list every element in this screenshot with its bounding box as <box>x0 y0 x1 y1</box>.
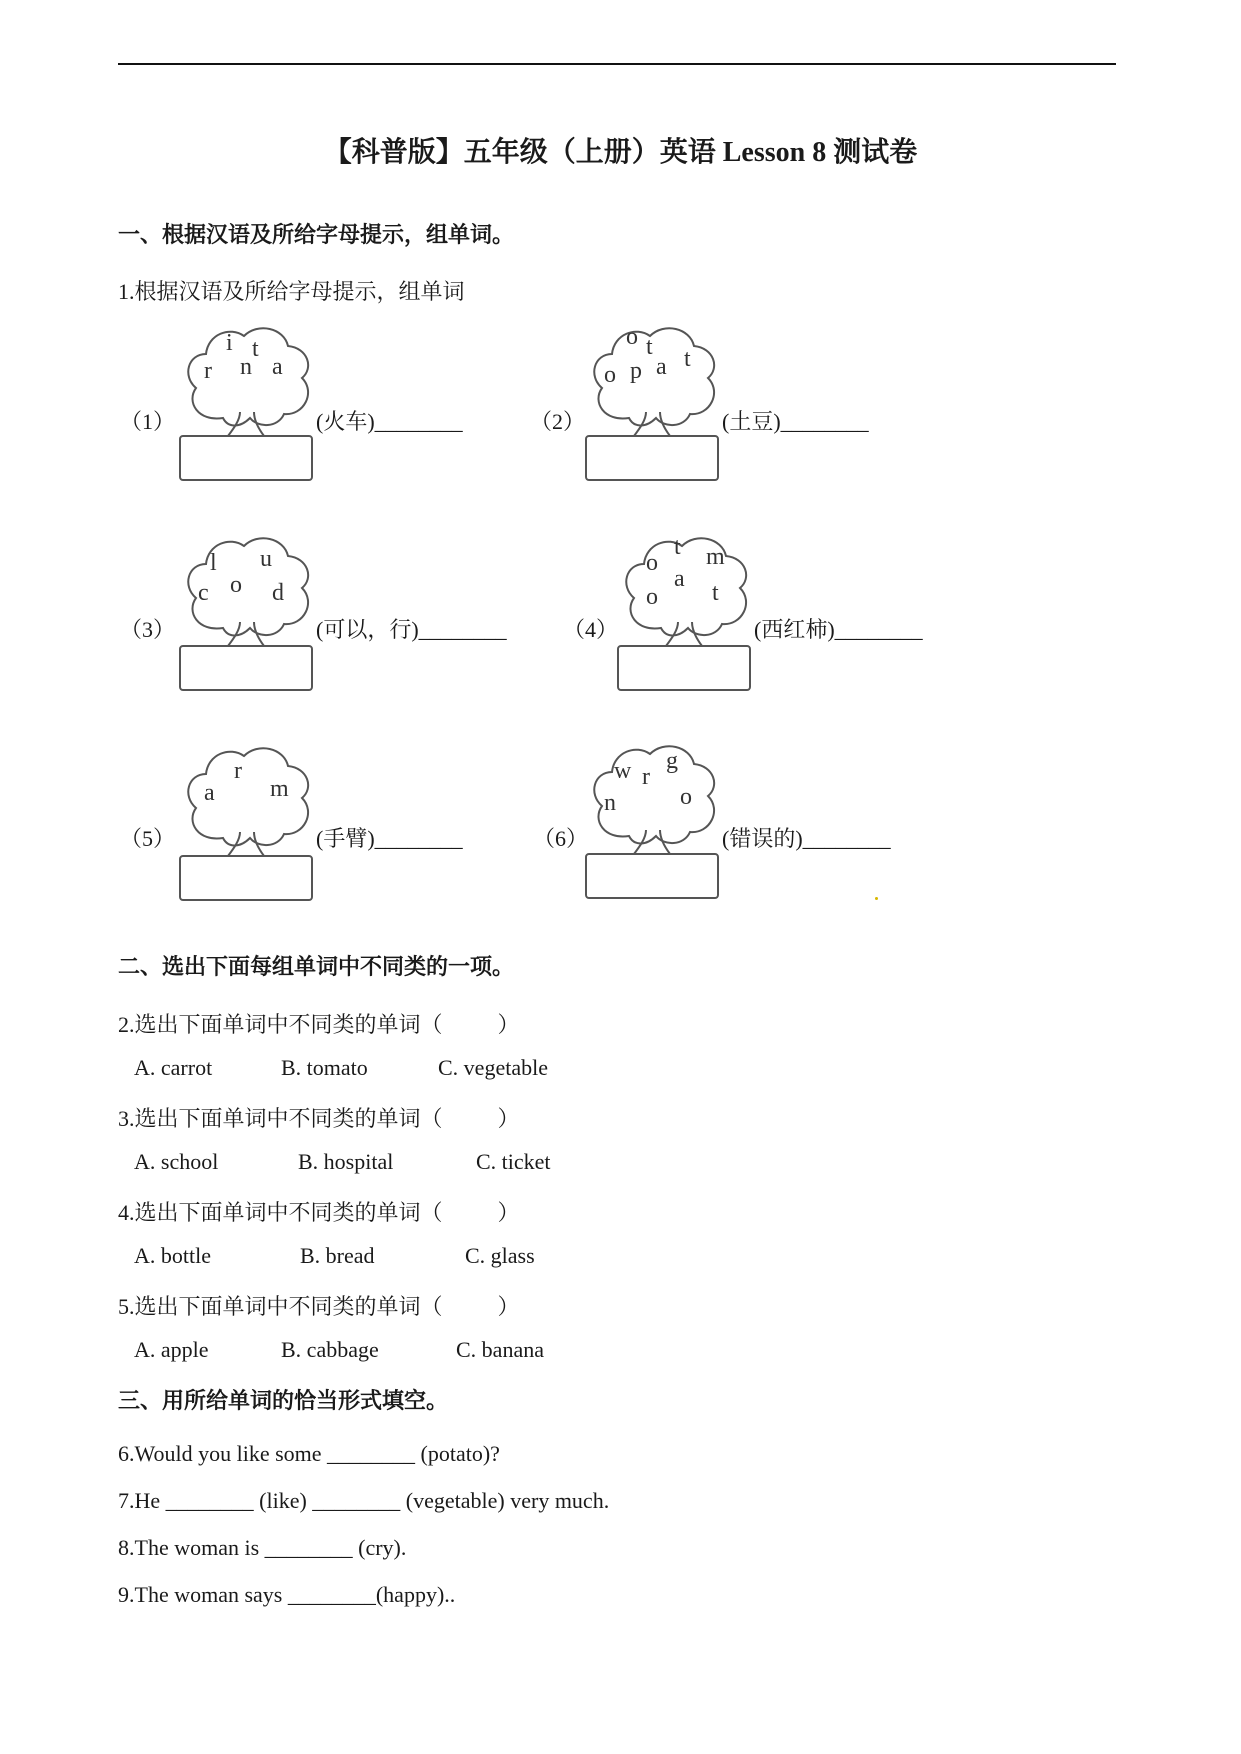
tree-letter: t <box>674 534 681 560</box>
header-rule <box>118 63 1116 65</box>
tree-letter: o <box>646 584 658 610</box>
tree-letter: w <box>614 758 632 784</box>
tree-letter: o <box>646 550 658 576</box>
option-a: A. bottle <box>134 1243 211 1268</box>
tree-letter: m <box>270 776 289 802</box>
question-1-stem: 1.根据汉语及所给字母提示，组单词 <box>118 279 465 304</box>
tree-letter: o <box>626 324 638 350</box>
item-caption: (可以，行)________ <box>316 617 507 642</box>
tree-letter: t <box>252 336 259 362</box>
option-c: C. vegetable <box>438 1055 548 1080</box>
fill-line: 6.Would you like some ________ (potato)? <box>118 1441 500 1466</box>
tree-picture <box>616 530 752 692</box>
question-stem: 2.选出下面单词中不同类的单词（ ） <box>118 1012 520 1037</box>
tree-letter: a <box>674 566 685 592</box>
tree-letter: m <box>706 544 725 570</box>
tree-letter: c <box>198 580 209 606</box>
tree-picture <box>178 530 314 692</box>
item-number: （1） <box>120 409 176 434</box>
tree-letter: a <box>204 780 215 806</box>
option-c: C. glass <box>465 1243 535 1268</box>
tree-letter: r <box>234 758 242 784</box>
item-number: （5） <box>120 826 176 851</box>
option-c: C. ticket <box>476 1149 551 1174</box>
tree-picture <box>584 320 720 482</box>
item-number: （4） <box>563 617 619 642</box>
option-b: B. tomato <box>281 1055 368 1080</box>
tree-letter: t <box>646 334 653 360</box>
item-number: （3） <box>120 617 176 642</box>
option-b: B. bread <box>300 1243 375 1268</box>
question-stem: 4.选出下面单词中不同类的单词（ ） <box>118 1200 520 1225</box>
stray-dot <box>875 897 878 900</box>
tree-letter: a <box>272 354 283 380</box>
option-b: B. cabbage <box>281 1337 379 1362</box>
item-caption: (错误的)________ <box>722 826 891 851</box>
option-c: C. banana <box>456 1337 544 1362</box>
tree-letter: o <box>230 572 242 598</box>
fill-line: 7.He ________ (like) ________ (vegetable) very much. <box>118 1488 610 1513</box>
tree-picture <box>584 738 720 900</box>
option-a: A. carrot <box>134 1055 213 1080</box>
question-stem: 5.选出下面单词中不同类的单词（ ） <box>118 1294 520 1319</box>
tree-letter: r <box>204 358 212 384</box>
option-a: A. apple <box>134 1337 209 1362</box>
tree-letter: o <box>680 784 692 810</box>
tree-letter: t <box>712 580 719 606</box>
option-a: A. school <box>134 1149 219 1174</box>
tree-letter: n <box>240 354 252 380</box>
tree-letter: o <box>604 362 616 388</box>
tree-letter: p <box>630 358 642 384</box>
tree-picture <box>178 740 314 902</box>
tree-letter: g <box>666 748 678 774</box>
tree-letter: a <box>656 354 667 380</box>
item-number: （2） <box>530 409 586 434</box>
section-3-heading: 三、用所给单词的恰当形式填空。 <box>118 1388 449 1413</box>
tree-letter: t <box>684 346 691 372</box>
page-title: 【科普版】五年级（上册）英语 Lesson 8 测试卷 <box>323 137 918 168</box>
tree-letter: u <box>260 546 272 572</box>
tree-letter: d <box>272 580 284 606</box>
item-caption: (土豆)________ <box>722 409 869 434</box>
fill-line: 9.The woman says ________(happy).. <box>118 1582 456 1607</box>
tree-letter: l <box>210 550 217 576</box>
question-stem: 3.选出下面单词中不同类的单词（ ） <box>118 1106 520 1131</box>
option-b: B. hospital <box>298 1149 394 1174</box>
section-1-heading: 一、根据汉语及所给字母提示，组单词。 <box>118 222 515 247</box>
item-caption: (火车)________ <box>316 409 463 434</box>
section-2-heading: 二、选出下面每组单词中不同类的一项。 <box>118 954 515 979</box>
item-number: （6） <box>533 826 589 851</box>
tree-letter: r <box>642 764 650 790</box>
tree-letter: i <box>226 330 233 356</box>
fill-line: 8.The woman is ________ (cry). <box>118 1535 407 1560</box>
tree-letter: n <box>604 790 616 816</box>
tree-picture <box>178 320 314 482</box>
item-caption: (西红柿)________ <box>754 617 923 642</box>
item-caption: (手臂)________ <box>316 826 463 851</box>
